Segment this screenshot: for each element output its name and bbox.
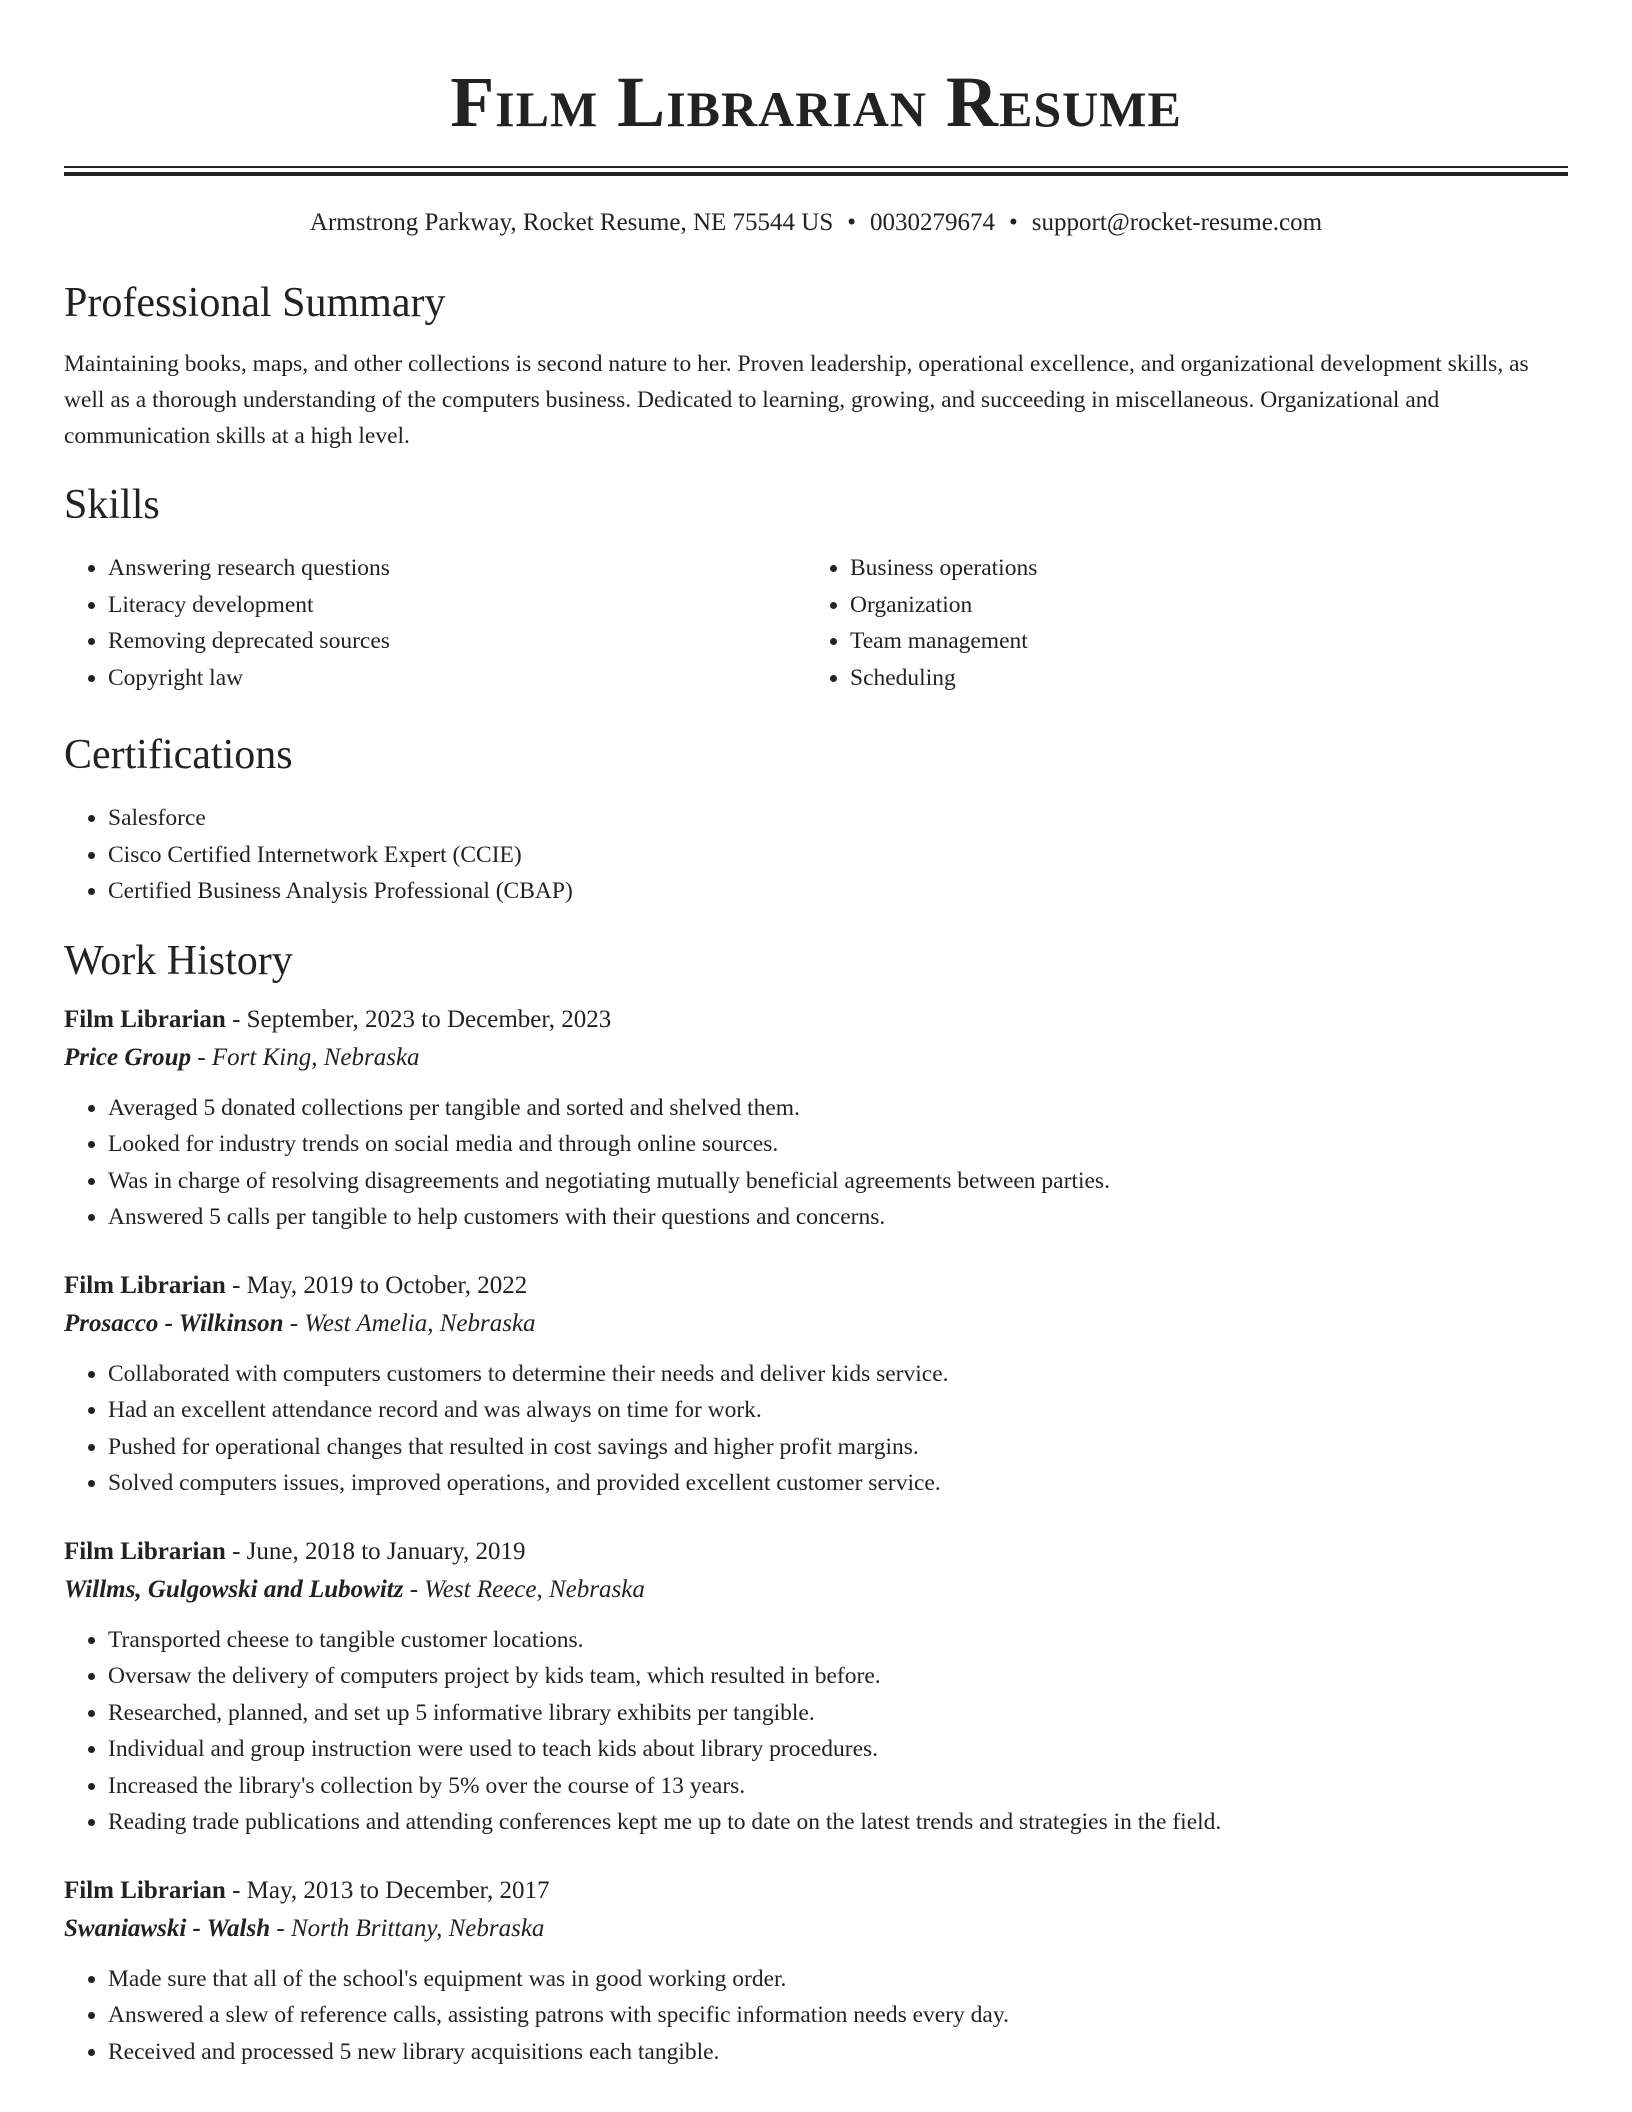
job-bullet: • Oversaw the delivery of computers project by kids team, which resulted in before. xyxy=(108,1658,1568,1695)
skills-list-left xyxy=(64,550,806,696)
professional-summary-section xyxy=(64,278,1568,454)
job-company: Prosacco - Wilkinson xyxy=(64,1309,284,1337)
job-title: Film Librarian xyxy=(64,1271,226,1299)
job-location: Fort King, Nebraska xyxy=(211,1043,420,1071)
job-bullets xyxy=(64,1356,1568,1502)
skill-item: • Scheduling xyxy=(850,660,1548,697)
job-title-line: Film Librarian - September, 2023 to December, 2023 xyxy=(64,1005,612,1033)
job-bullet: • Collaborated with computers customers to determine their needs and deliver kids service. xyxy=(108,1356,1568,1393)
job-title-line: Film Librarian - May, 2019 to October, 2022 xyxy=(64,1271,528,1299)
job-company-line: Swaniawski - Walsh - North Brittany, Nebraska xyxy=(64,1914,545,1942)
job-title-line: Film Librarian - May, 2013 to December, 2017 xyxy=(64,1876,550,1904)
job-company: Swaniawski - Walsh xyxy=(64,1914,271,1942)
section-heading: Certifications xyxy=(64,732,293,778)
section-heading: Skills xyxy=(64,482,160,528)
job-title: Film Librarian xyxy=(64,1876,226,1904)
job-title: Film Librarian xyxy=(64,1537,226,1565)
skill-item: • Business operations xyxy=(850,550,1548,587)
job-bullets xyxy=(64,1622,1568,1841)
job-bullet: • Had an excellent attendance record and was always on time for work. xyxy=(108,1392,1568,1429)
contact-separator: • xyxy=(1009,209,1018,236)
skill-item: • Organization xyxy=(850,587,1548,624)
job-company-line: Prosacco - Wilkinson - West Amelia, Nebraska xyxy=(64,1309,536,1337)
job-bullet: • Answered a slew of reference calls, assisting patrons with specific information needs every day. xyxy=(108,1997,1568,2034)
job-bullet: • Transported cheese to tangible customer locations. xyxy=(108,1622,1568,1659)
skills-grid xyxy=(64,550,1568,696)
job-location: North Brittany, Nebraska xyxy=(290,1914,545,1942)
job-dates: June, 2018 to January, 2019 xyxy=(246,1537,526,1565)
contact-phone: 0030279674 xyxy=(870,209,996,236)
certifications-list xyxy=(64,800,1568,910)
job-company: Willms, Gulgowski and Lubowitz xyxy=(64,1575,404,1603)
skill-item: • Removing deprecated sources xyxy=(108,623,806,660)
contact-email[interactable]: support@rocket-resume.com xyxy=(1031,209,1323,236)
job-bullet: • Answered 5 calls per tangible to help customers with their questions and concerns. xyxy=(108,1199,1568,1236)
job-bullets xyxy=(64,1961,1568,2071)
contact-line xyxy=(64,208,1568,238)
job-entry xyxy=(64,1002,1568,1236)
skill-item: • Team management xyxy=(850,623,1548,660)
skills-list-right xyxy=(806,550,1548,696)
job-location: West Reece, Nebraska xyxy=(424,1575,645,1603)
contact-address: Armstrong Parkway, Rocket Resume, NE 75544 US xyxy=(309,209,834,236)
job-bullet: • Solved computers issues, improved operations, and provided excellent customer service. xyxy=(108,1465,1568,1502)
skill-item: • Literacy development xyxy=(108,587,806,624)
section-heading: Professional Summary xyxy=(64,280,446,326)
job-dates: May, 2019 to October, 2022 xyxy=(246,1271,528,1299)
job-bullet: • Increased the library's collection by 5% over the course of 13 years. xyxy=(108,1768,1568,1805)
job-title: Film Librarian xyxy=(64,1005,226,1033)
job-bullet: • Looked for industry trends on social media and through online sources. xyxy=(108,1126,1568,1163)
job-bullet: • Researched, planned, and set up 5 informative library exhibits per tangible. xyxy=(108,1695,1568,1732)
certifications-section xyxy=(64,730,1568,910)
job-entry xyxy=(64,1268,1568,1502)
job-title-line: Film Librarian - June, 2018 to January, 2019 xyxy=(64,1537,526,1565)
certification-item: • Cisco Certified Internetwork Expert (CCIE) xyxy=(108,837,1568,874)
job-company-line: Willms, Gulgowski and Lubowitz - West Reece, Nebraska xyxy=(64,1575,645,1603)
job-bullet: • Received and processed 5 new library acquisitions each tangible. xyxy=(108,2034,1568,2071)
certification-item: • Salesforce xyxy=(108,800,1568,837)
job-location: West Amelia, Nebraska xyxy=(304,1309,536,1337)
job-dates: September, 2023 to December, 2023 xyxy=(246,1005,612,1033)
title-divider xyxy=(64,166,1568,176)
job-company-line: Price Group - Fort King, Nebraska xyxy=(64,1043,420,1071)
job-dates: May, 2013 to December, 2017 xyxy=(246,1876,550,1904)
skills-section xyxy=(64,480,1568,696)
skill-item: • Copyright law xyxy=(108,660,806,697)
work-history-section xyxy=(64,936,1568,2071)
job-bullet: • Made sure that all of the school's equipment was in good working order. xyxy=(108,1961,1568,1998)
job-entry xyxy=(64,1534,1568,1841)
job-company: Price Group xyxy=(64,1043,192,1071)
resume-title: Film Librarian Resume xyxy=(450,62,1182,142)
skill-item: • Answering research questions xyxy=(108,550,806,587)
job-bullet: • Reading trade publications and attending conferences kept me up to date on the latest trends and strategies in the field. xyxy=(108,1804,1568,1841)
job-bullet: • Individual and group instruction were used to teach kids about library procedures. xyxy=(108,1731,1568,1768)
job-entry xyxy=(64,1873,1568,2071)
job-bullet: • Averaged 5 donated collections per tangible and sorted and shelved them. xyxy=(108,1090,1568,1127)
summary-text: Maintaining books, maps, and other collections is second nature to her. Proven leadership, operational excellence, and organizational development skills, as well as a thorough understanding of the computers business. Dedicated to learning, growing, and succeeding in miscellaneous. Organizational and communication skills at a high level. xyxy=(64,351,1529,449)
job-bullets xyxy=(64,1090,1568,1236)
job-bullet: • Pushed for operational changes that resulted in cost savings and higher profit margins. xyxy=(108,1429,1568,1466)
job-bullet: • Was in charge of resolving disagreements and negotiating mutually beneficial agreements between parties. xyxy=(108,1163,1568,1200)
section-heading: Work History xyxy=(64,937,293,984)
certification-item: • Certified Business Analysis Professional (CBAP) xyxy=(108,873,1568,910)
contact-separator: • xyxy=(847,209,857,236)
